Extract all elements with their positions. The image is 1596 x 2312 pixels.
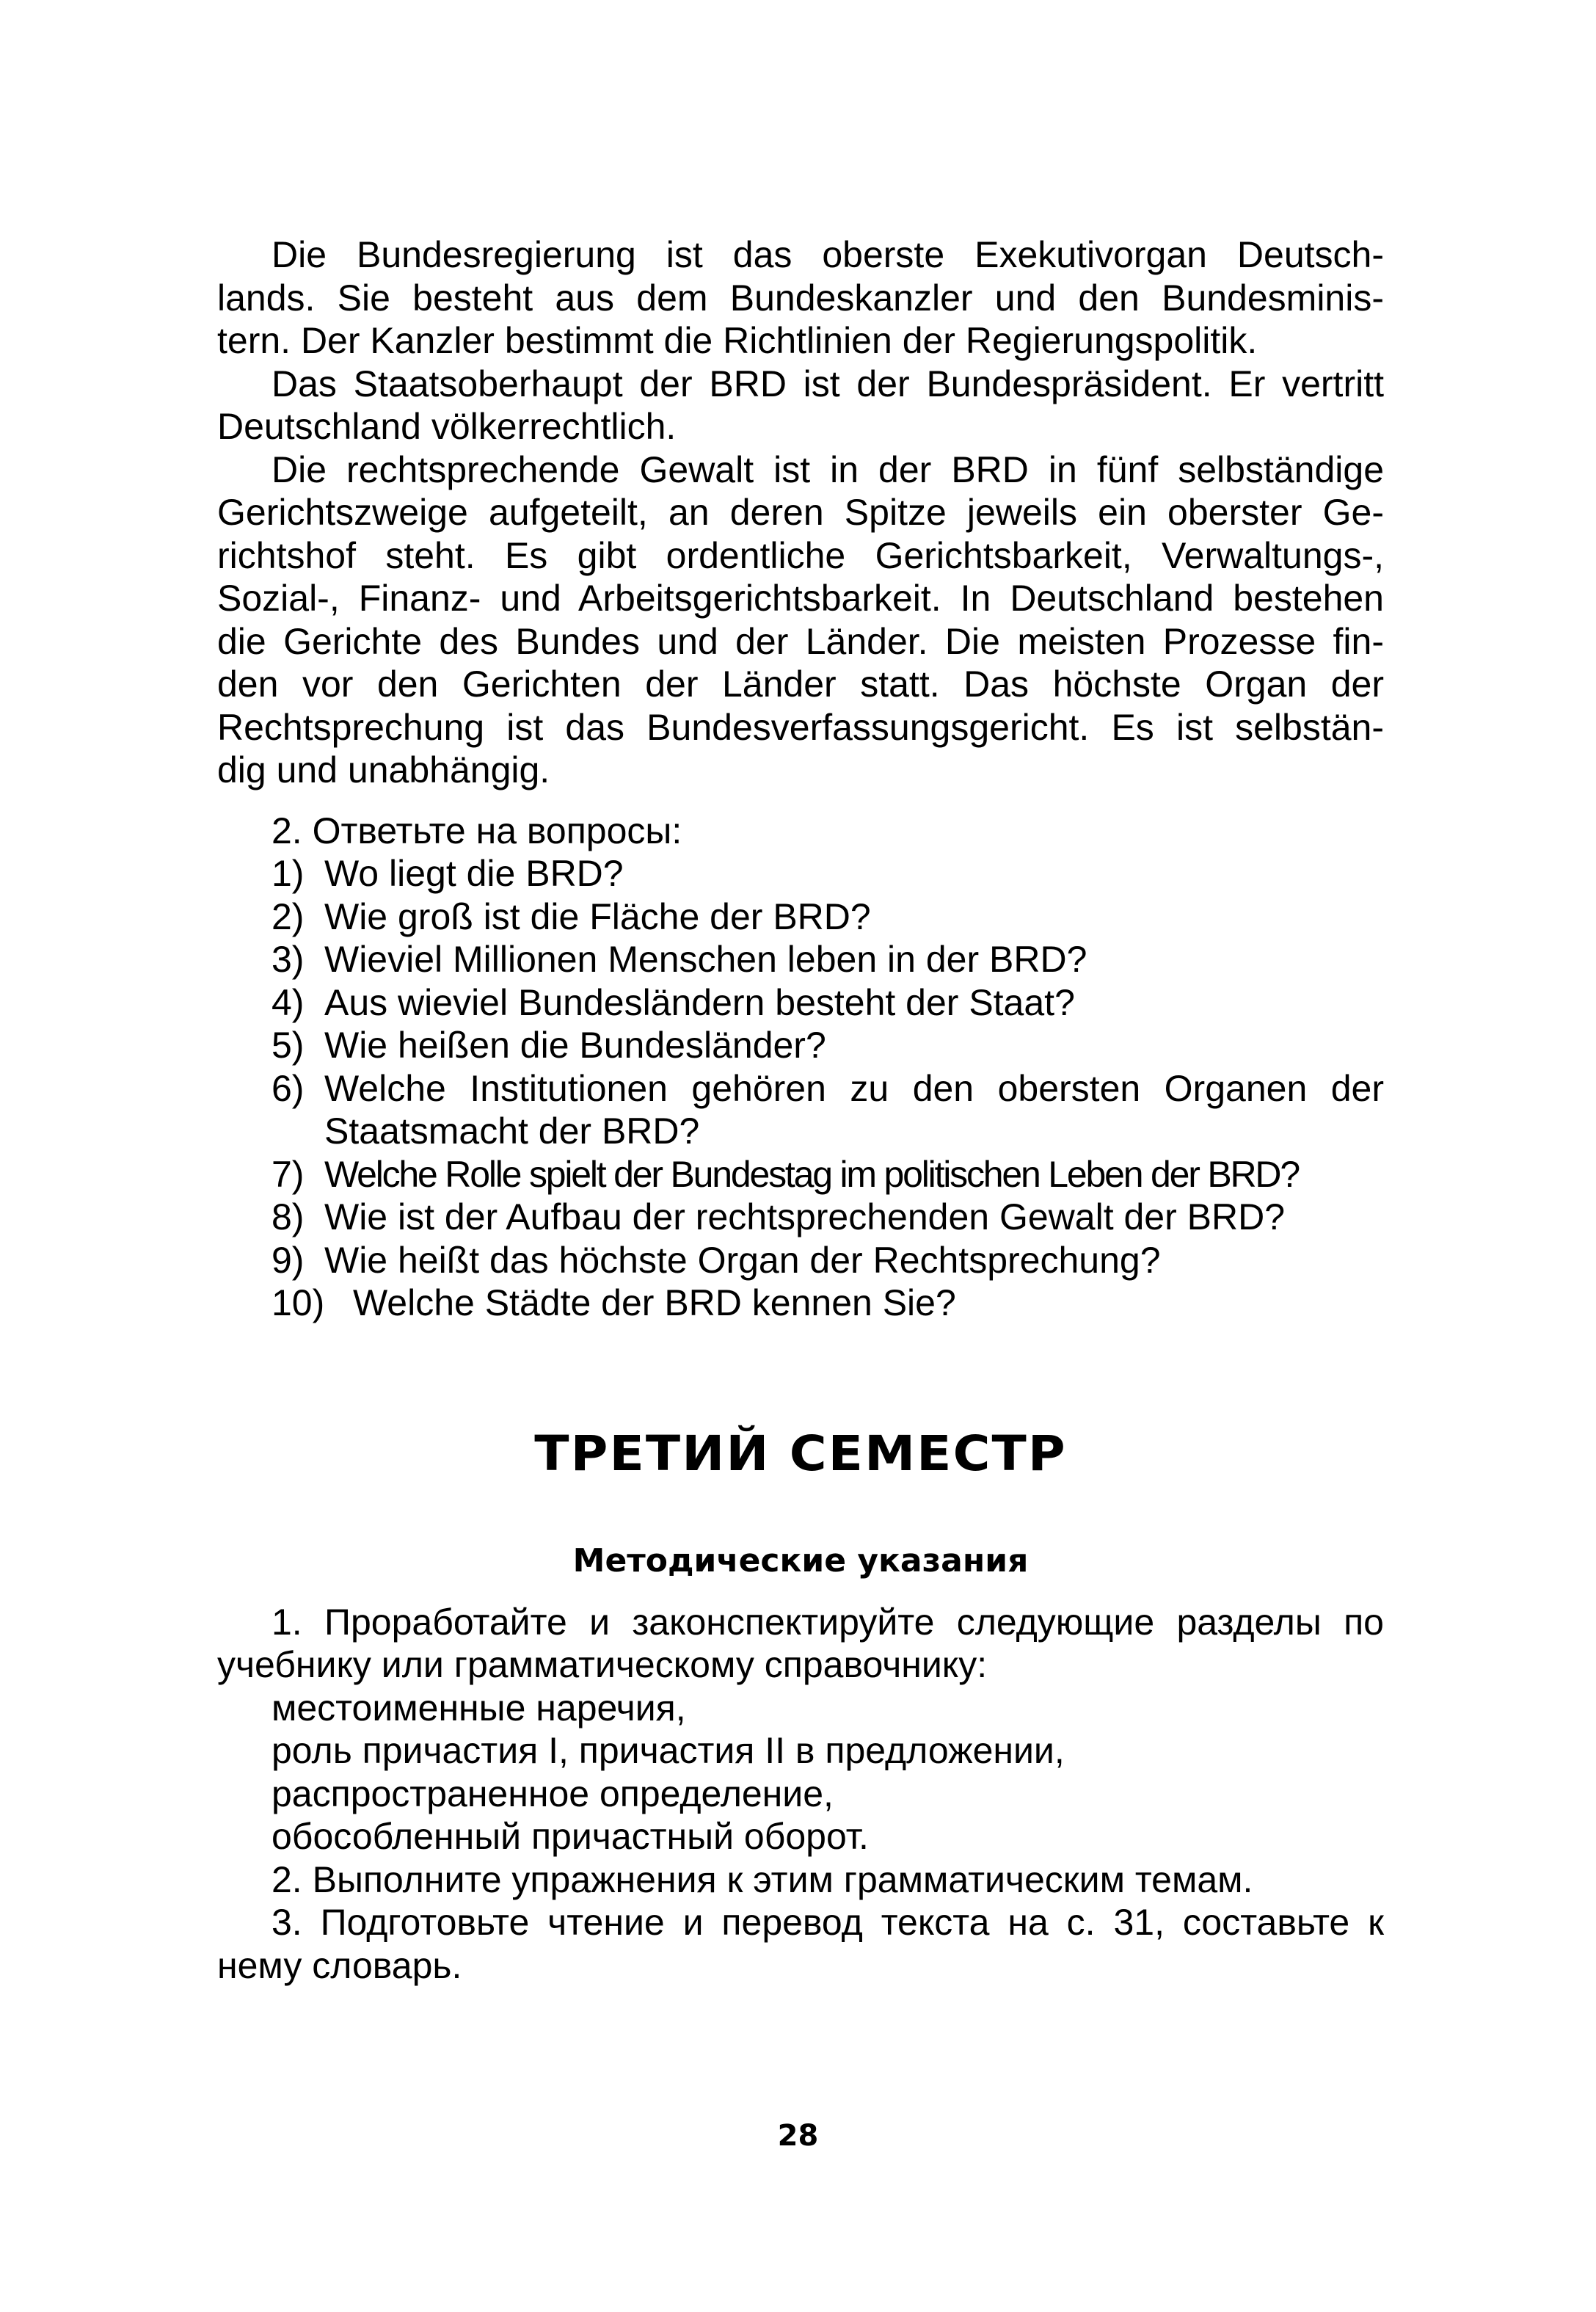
text-line: Rechtsprechung ist das Bundesverfassungsgericht. Es ist selbstän- [217,706,1384,748]
question-item-6 [217,1067,1384,1153]
text-line: dig und unabhängig. [217,749,550,790]
question-list [217,852,1384,1325]
question-number: 8) [272,1196,305,1237]
topic-item: роль причастия I, причастия II в предложении, [272,1730,1065,1771]
question-item-2 [217,895,1384,939]
question-text: Wo liegt die BRD? [324,853,624,894]
question-number: 3) [272,939,305,980]
question-text: Welche Städte der BRD kennen Sie? [353,1282,956,1323]
question-number: 1) [272,853,305,894]
question-number: 10) [272,1282,325,1323]
page-content [217,233,1384,1987]
question-item-4 [217,981,1384,1025]
instruction-line: нему словарь. [217,1944,462,1986]
text-line: den vor den Gerichten der Länder statt. Das höchste Organ der [217,664,1384,705]
paragraph-president [217,363,1384,448]
text-line: Gerichtszweige aufgeteilt, an deren Spitze jeweils ein oberster Ge- [217,492,1384,533]
question-number: 6) [272,1067,305,1109]
topic-item: местоименные наречия, [272,1687,686,1728]
instruction-line: учебнику или грамматическому справочнику: [217,1644,988,1685]
instruction-line: 2. Выполните упражнения к этим грамматическим темам. [272,1858,1253,1900]
text-line: tern. Der Kanzler bestimmt die Richtlinien der Regierungspolitik. [217,320,1258,361]
question-text: Aus wieviel Bundesländern besteht der Staat? [324,981,1075,1023]
text-line: Deutschland völkerrechtlich. [217,406,677,447]
question-text: Welche Rolle spielt der Bundestag im politischen Leben der BRD? [324,1153,1299,1195]
question-text: Welche Institutionen gehören zu den obersten Organen der Staatsmacht der BRD? [324,1067,1384,1152]
question-text: Wie groß ist die Fläche der BRD? [324,895,871,937]
text-line: Das Staatsoberhaupt der BRD ist der Bundespräsident. Er vertritt [272,363,1384,404]
text-line: lands. Sie besteht aus dem Bundeskanzler und den Bundesminis- [217,277,1384,319]
question-text: Wieviel Millionen Menschen leben in der BRD? [324,939,1087,980]
text-line: die Gerichte des Bundes und der Länder. Die meisten Prozesse fin- [217,620,1384,662]
text-line: richtshof steht. Es gibt ordentliche Gerichtsbarkeit, Verwaltungs-, [217,534,1384,576]
instructions-section [217,1601,1384,1988]
page-number: 28 [777,2119,819,2153]
text-line: Die rechtsprechende Gewalt ist in der BRD in fünf selbständige [272,448,1384,490]
paragraph-judiciary [217,448,1384,792]
question-item-8 [217,1196,1384,1239]
question-text: Wie heißen die Bundesländer? [324,1025,826,1066]
question-number: 2) [272,895,305,937]
question-text: Wie ist der Aufbau der rechtsprechenden Gewalt der BRD? [324,1196,1286,1237]
question-item-5 [217,1024,1384,1067]
questions-heading: 2. Ответьте на вопросы: [272,810,682,851]
text-line: Sozial-, Finanz- und Arbeitsgerichtsbarkeit. In Deutschland bestehen [217,578,1384,619]
question-item-1 [217,852,1384,895]
question-text: Wie heißt das höchste Organ der Rechtsprechung? [324,1239,1161,1281]
instruction-line: 1. Проработайте и законспектируйте следующие разделы по [272,1601,1384,1643]
paragraph-government [217,233,1384,363]
question-number: 4) [272,981,305,1023]
instruction-line: 3. Подготовьте чтение и перевод текста на с. 31, составьте к [272,1902,1384,1943]
question-number: 9) [272,1239,305,1281]
question-item-7 [217,1153,1384,1196]
question-number: 7) [272,1153,305,1195]
question-item-9 [217,1239,1384,1282]
section-title: Методические указания [572,1541,1029,1579]
question-item-10 [217,1282,1384,1325]
question-number: 5) [272,1025,305,1066]
questions-section [217,810,1384,1325]
semester-title: ТРЕТИЙ СЕМЕСТР [534,1425,1067,1482]
topic-item: распространенное определение, [272,1773,834,1814]
question-item-3 [217,938,1384,981]
text-line: Die Bundesregierung ist das oberste Exekutivorgan Deutsch- [272,234,1384,275]
topic-item: обособленный причастный оборот. [272,1816,869,1857]
